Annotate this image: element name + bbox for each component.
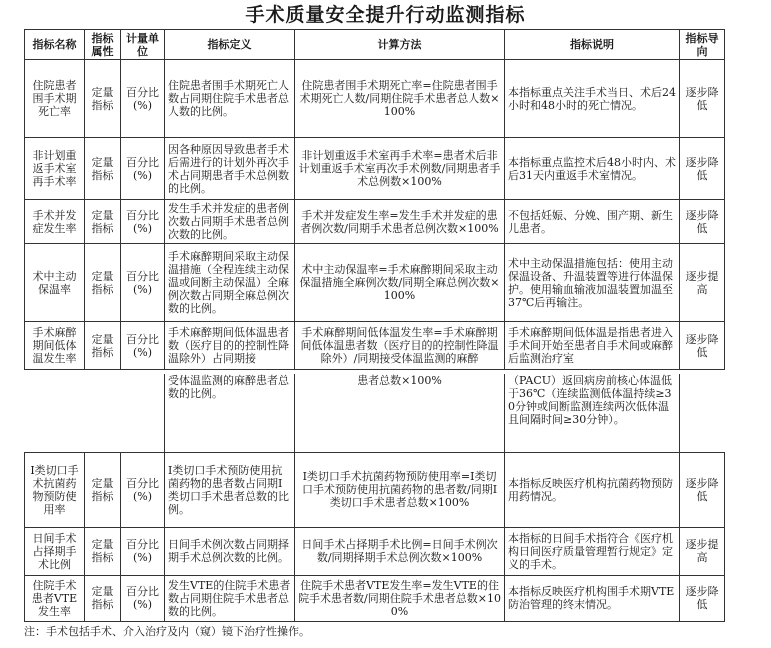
indicator-unit: 百分比(%)	[121, 452, 165, 527]
indicator-unit: 百分比(%)	[121, 200, 165, 244]
indicator-table-part-2	[24, 374, 725, 622]
table-row	[25, 244, 725, 322]
indicator-definition: 手术麻醉期间采取主动保温措施（全程连续主动保温或间断主动保温）全麻例次数占同期全麻总例次数的比例。	[165, 244, 295, 322]
indicator-definition: 因各种原因导致患者手术后需进行的计划外再次手术占同期患者手术总例数的比例。	[165, 138, 295, 200]
indicator-description: 术中主动保温措施包括：使用主动保温设备、升温装置等进行体温保护。使用输血输液加温装置加温至37℃后再输注。	[505, 244, 680, 322]
indicator-unit: 百分比(%)	[121, 575, 165, 621]
indicator-calc: 手术并发症发生率=发生手术并发症的患者例次数/同期手术患者总例次数×100%	[295, 200, 505, 244]
indicator-attr: 定量指标	[85, 527, 121, 575]
footnote: 注：手术包括手术、介入治疗及内（窥）镜下治疗性操作。	[24, 625, 310, 638]
header-unit: 计量单位	[121, 30, 165, 60]
header-definition: 指标定义	[165, 30, 295, 60]
indicator-description: 不包括妊娠、分娩、围产期、新生儿患者。	[505, 200, 680, 244]
indicator-direction: 逐步降低	[680, 575, 725, 621]
continuation-row	[25, 374, 725, 452]
header-direction: 指标导向	[680, 30, 725, 60]
indicator-direction: 逐步提高	[680, 244, 725, 322]
indicator-calc: 住院患者围手术期死亡率=住院患者围手术期死亡人数/同期住院手术患者总人数×100%	[295, 60, 505, 138]
indicator-name: 非计划重返手术室再手术率	[25, 138, 85, 200]
table-row	[25, 60, 725, 138]
indicator-name: 日间手术占择期手术比例	[25, 527, 85, 575]
indicator-direction: 逐步提高	[680, 527, 725, 575]
table-row	[25, 200, 725, 244]
table-row	[25, 527, 725, 575]
indicator-description: 本指标重点监控术后48小时内、术后31天内重返手术室情况。	[505, 138, 680, 200]
header-calc: 计算方法	[295, 30, 505, 60]
indicator-definition: 住院患者围手术期死亡人数占同期住院手术患者总人数的比例。	[165, 60, 295, 138]
indicator-attr: 定量指标	[85, 322, 121, 370]
indicator-name: 手术麻醉期间低体温发生率	[25, 322, 85, 370]
continuation-direction-blank	[680, 374, 725, 452]
indicator-definition: I类切口手术预防使用抗菌药物的患者数占同期I类切口手术患者总数的比例。	[165, 452, 295, 527]
continuation-blank	[25, 374, 165, 452]
indicator-name: 住院手术患者VTE发生率	[25, 575, 85, 621]
indicator-calc: 日间手术占择期手术比例=日间手术例次数/同期择期手术总例次数×100%	[295, 527, 505, 575]
indicator-attr: 定量指标	[85, 452, 121, 527]
table-row	[25, 138, 725, 200]
indicator-direction: 逐步降低	[680, 138, 725, 200]
indicator-name: I类切口手术抗菌药物预防使用率	[25, 452, 85, 527]
indicator-description: 本指标重点关注手术当日、术后24小时和48小时的死亡情况。	[505, 60, 680, 138]
indicator-direction: 逐步降低	[680, 200, 725, 244]
page-title: 手术质量安全提升行动监测指标	[245, 4, 526, 26]
indicator-attr: 定量指标	[85, 138, 121, 200]
indicator-attr: 定量指标	[85, 200, 121, 244]
indicator-calc: 非计划重返手术室再手术率=患者术后非计划重返手术室再次手术例数/同期患者手术总例数×100%	[295, 138, 505, 200]
indicator-unit: 百分比(%)	[121, 138, 165, 200]
indicator-description: 本指标的日间手术指符合《医疗机构日间医疗质量管理暂行规定》定义的手术。	[505, 527, 680, 575]
continuation-description: （PACU）返回病房前核心体温低于36℃（连续监测低体温持续≥30分钟或间断监测连续两次低体温且间隔时间≥30分钟）。	[505, 374, 680, 452]
indicator-calc: 住院手术患者VTE发生率=发生VTE的住院手术患者数/同期住院手术患者总数×100%	[295, 575, 505, 621]
indicator-name: 术中主动保温率	[25, 244, 85, 322]
indicator-attr: 定量指标	[85, 575, 121, 621]
indicator-definition: 日间手术例次数占同期择期手术总例次数的比例。	[165, 527, 295, 575]
table-row	[25, 322, 725, 370]
indicator-unit: 百分比(%)	[121, 527, 165, 575]
indicator-name: 住院患者围手术期死亡率	[25, 60, 85, 138]
table-row	[25, 575, 725, 621]
indicator-definition: 发生手术并发症的患者例次数占同期手术患者总例次数的比例。	[165, 200, 295, 244]
continuation-definition: 受体温监测的麻醉患者总数的比例。	[165, 374, 295, 452]
indicator-definition: 发生VTE的住院手术患者数占同期住院手术患者总数的比例。	[165, 575, 295, 621]
indicator-direction: 逐步降低	[680, 322, 725, 370]
indicator-attr: 定量指标	[85, 244, 121, 322]
indicator-calc: 术中主动保温率=手术麻醉期间采取主动保温措施全麻例次数/同期全麻总例次数×100%	[295, 244, 505, 322]
indicator-description: 本指标反映医疗机构围手术期VTE防治管理的终末情况。	[505, 575, 680, 621]
indicator-direction: 逐步降低	[680, 60, 725, 138]
indicator-definition: 手术麻醉期间低体温患者数（医疗目的的控制性降温除外）占同期接	[165, 322, 295, 370]
indicator-attr: 定量指标	[85, 60, 121, 138]
indicator-name: 手术并发症发生率	[25, 200, 85, 244]
indicator-calc: 手术麻醉期间低体温发生率=手术麻醉期间低体温患者数（医疗目的的控制性降温除外）/同期接受体温监测的麻醉	[295, 322, 505, 370]
indicator-description: 本指标反映医疗机构抗菌药物预防用药情况。	[505, 452, 680, 527]
indicator-unit: 百分比(%)	[121, 244, 165, 322]
indicator-unit: 百分比(%)	[121, 322, 165, 370]
indicator-direction: 逐步降低	[680, 452, 725, 527]
indicator-description: 手术麻醉期间低体温是指患者进入手术间开始至患者自手术间或麻醉后监测治疗室	[505, 322, 680, 370]
header-name: 指标名称	[25, 30, 85, 60]
header-description: 指标说明	[505, 30, 680, 60]
indicator-table-part-1	[24, 29, 725, 370]
indicator-calc: I类切口手术抗菌药物预防使用率=I类切口手术预防使用抗菌药物的患者数/同期I类切口手术患者总数×100%	[295, 452, 505, 527]
header-attr: 指标属性	[85, 30, 121, 60]
continuation-calc: 患者总数×100%	[295, 374, 505, 452]
header-row	[25, 30, 725, 60]
indicator-unit: 百分比(%)	[121, 60, 165, 138]
table-row	[25, 452, 725, 527]
